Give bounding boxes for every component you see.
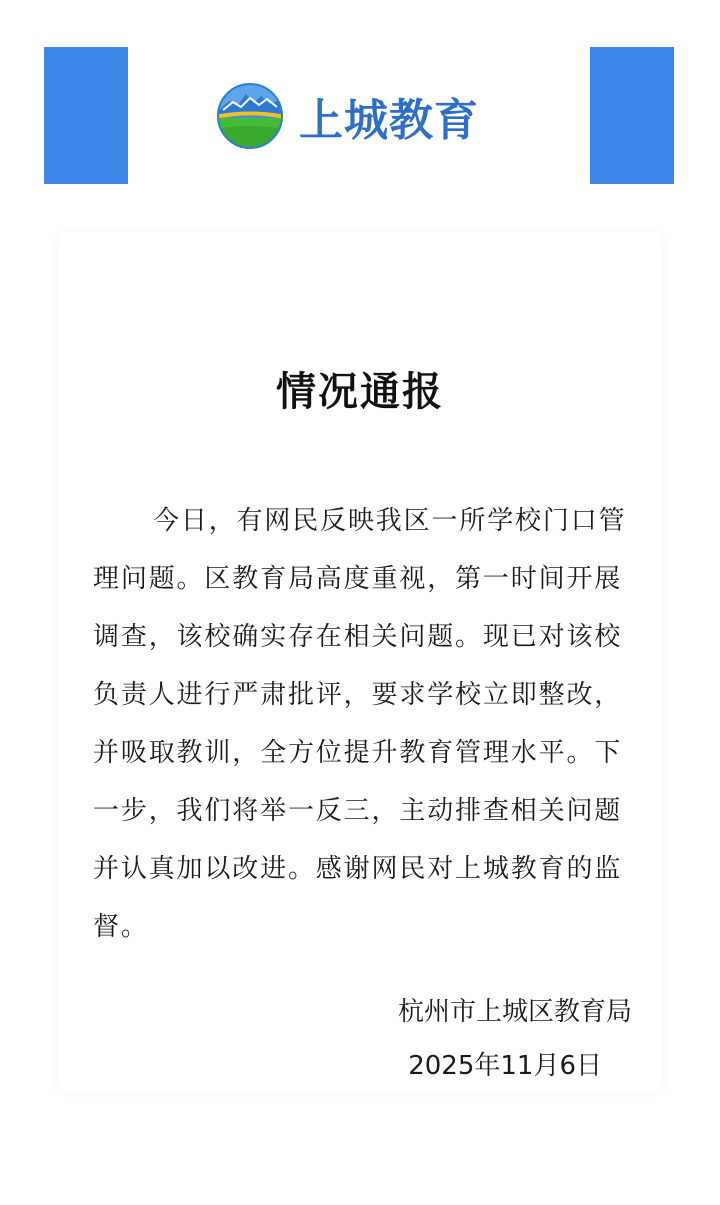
notice-title: 情况通报 xyxy=(276,369,444,415)
header-banner xyxy=(0,0,720,200)
brand-name: 上城教育 xyxy=(299,95,479,146)
brand-logo-group xyxy=(215,80,479,152)
right-accent-block xyxy=(590,47,674,184)
notice-signature xyxy=(360,985,632,1093)
notice-body-text: 今日，有网民反映我区一所学校门口管理问题。区教育局高度重视，第一时间开展调查，该校确实存在相关问题。现已对该校负责人进行严肃批评，要求学校立即整改，并吸取教训，全方位提升教育管理水平。下一步，我们将举一反三，主动排查相关问题并认真加以改进。感谢网民对上城教育的监督。 xyxy=(93,506,627,942)
issue-date: 2025年11月6日 xyxy=(408,1051,602,1081)
left-accent-block xyxy=(44,47,128,184)
globe-mountain-logo-icon xyxy=(215,81,285,151)
issuer-name: 杭州市上城区教育局 xyxy=(397,997,632,1027)
